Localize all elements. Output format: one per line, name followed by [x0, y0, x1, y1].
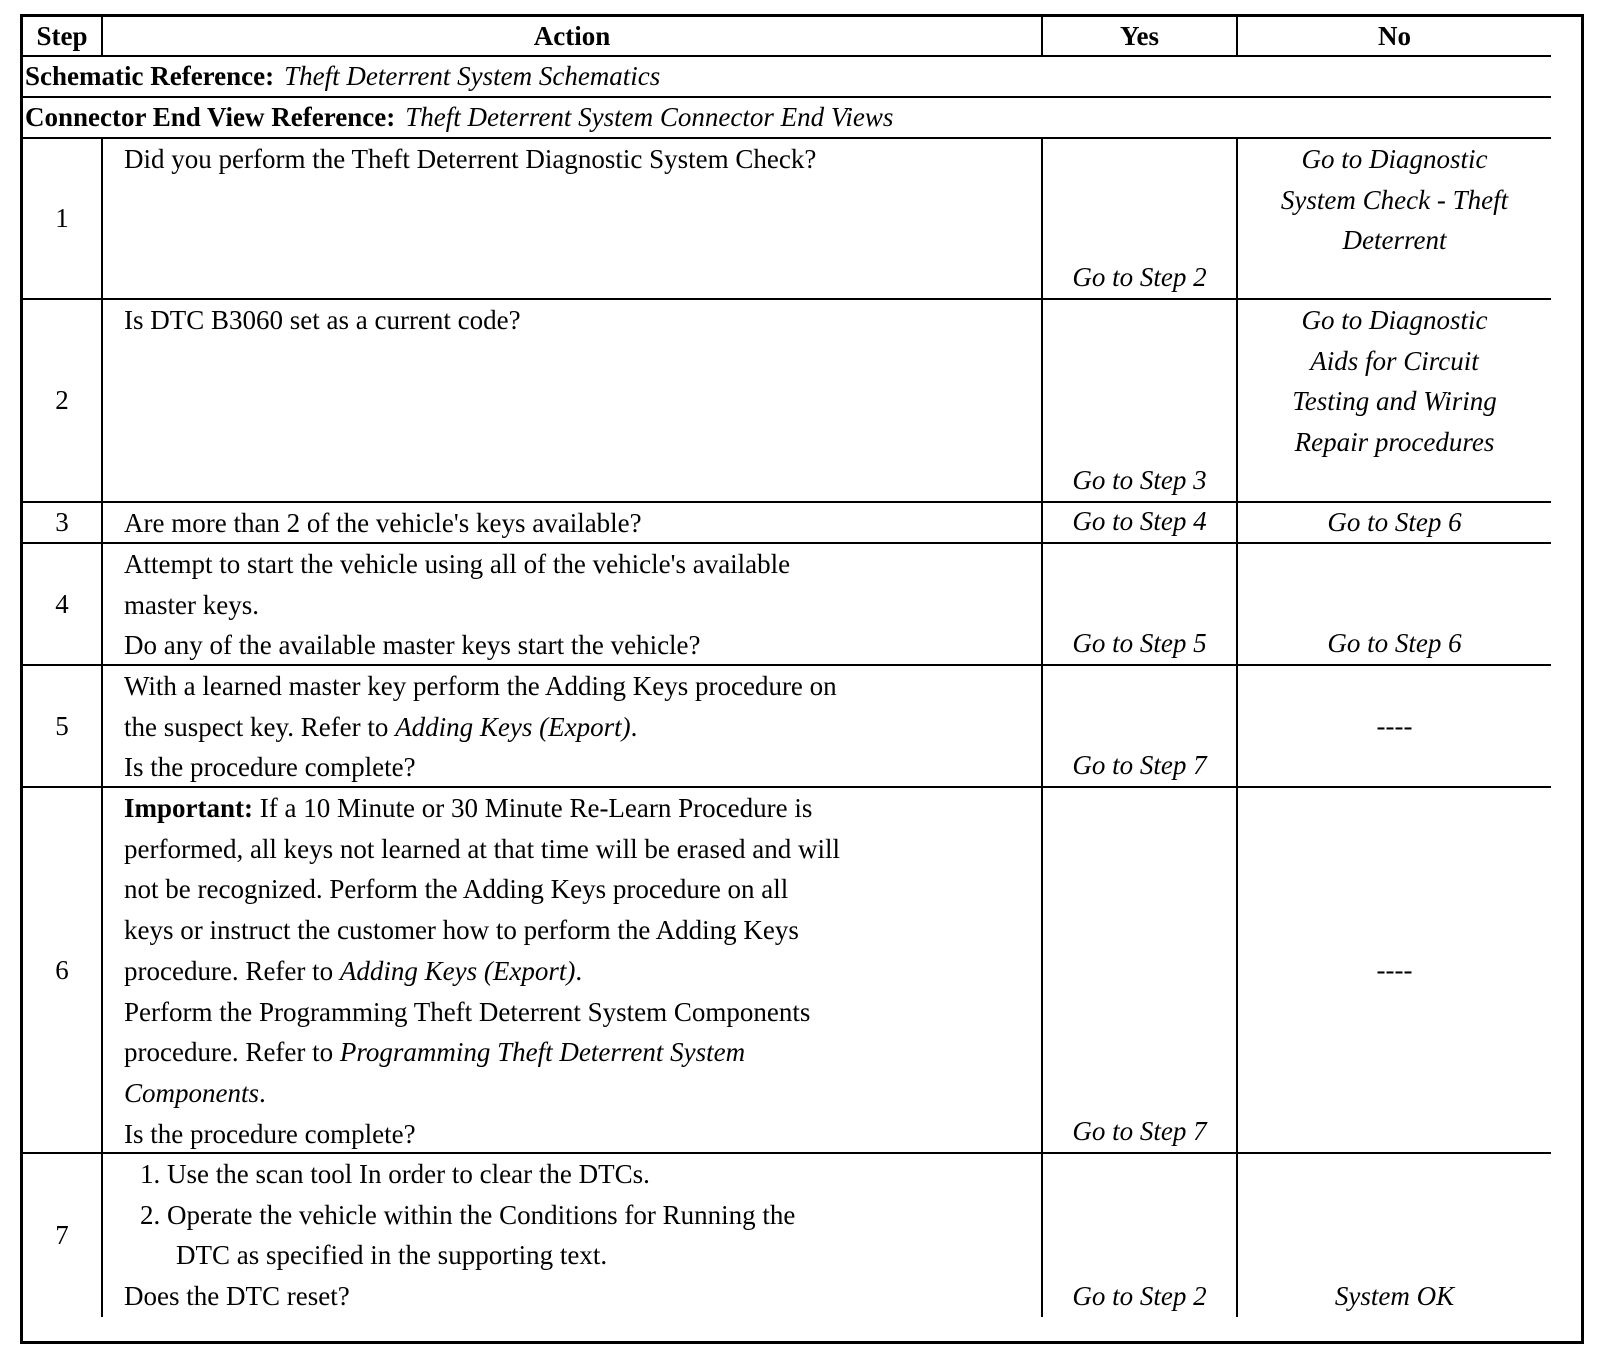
no-link-line: Aids for Circuit [1310, 345, 1479, 376]
action-text: performed, all keys not learned at that time will be erased and will [124, 833, 841, 864]
connector-reference-link[interactable]: Theft Deterrent System Connector End Views [405, 102, 894, 133]
important-label: Important: [124, 793, 253, 823]
no-link-line: Deterrent [1342, 225, 1447, 256]
programming-components-link-cont[interactable]: Components [124, 1077, 259, 1108]
schematic-reference-row [23, 57, 1551, 98]
no-link-line: Testing and Wiring [1292, 386, 1497, 417]
no-empty: ---- [1238, 666, 1551, 788]
action-text: Perform the Programming Theft Deterrent System Components [124, 996, 811, 1027]
yes-link[interactable]: Go to Step 2 [1043, 139, 1238, 300]
yes-link[interactable]: Go to Step 4 [1043, 503, 1238, 544]
list-item: 1. Use the scan tool In order to clear the DTCs. [140, 1159, 650, 1189]
header-action: Action [103, 17, 1043, 57]
no-result: System OK [1334, 1281, 1455, 1312]
no-link-line: Repair procedures [1294, 427, 1495, 458]
action-text-fragment: If a 10 Minute or 30 Minute Re-Learn Procedure is [253, 793, 813, 823]
action-text: Are more than 2 of the vehicle's keys available? [124, 508, 642, 538]
yes-link[interactable]: Go to Step 5 [1043, 544, 1238, 666]
action-text: keys or instruct the customer how to perform the Adding Keys [124, 915, 799, 946]
header-no: No [1238, 17, 1551, 57]
connector-reference-label: Connector End View Reference: [25, 102, 396, 133]
action-text-fragment: the suspect key. Refer to [124, 711, 396, 742]
step-action [103, 788, 1043, 1154]
step-number: 2 [23, 300, 103, 503]
no-link-line: Go to Diagnostic [1301, 144, 1488, 174]
action-text: Did you perform the Theft Deterrent Diagnostic System Check? [124, 144, 817, 174]
step-number: 6 [23, 788, 103, 1154]
step-action [103, 503, 1043, 544]
programming-components-link[interactable]: Programming Theft Deterrent System [339, 1037, 746, 1068]
action-text-fragment: . [630, 711, 638, 742]
step-number: 1 [23, 139, 103, 300]
action-text [124, 1032, 1041, 1073]
yes-link[interactable]: Go to Step 2 [1043, 1154, 1238, 1317]
diagnostic-table [20, 14, 1584, 1344]
action-text [124, 788, 1041, 829]
schematic-reference-label: Schematic Reference: [25, 61, 275, 92]
action-text: master keys. [124, 589, 259, 620]
action-text: Attempt to start the vehicle using all of the vehicle's available [124, 549, 791, 579]
no-link-line: System Check - Theft [1280, 184, 1509, 215]
step-action [103, 666, 1043, 788]
step-number: 3 [23, 503, 103, 544]
action-text [124, 951, 1041, 992]
list-item: 2. Operate the vehicle within the Conditions for Running the [140, 1199, 796, 1230]
yes-link[interactable]: Go to Step 7 [1043, 666, 1238, 788]
yes-link[interactable]: Go to Step 7 [1043, 788, 1238, 1154]
action-text: Is DTC B3060 set as a current code? [124, 305, 521, 335]
step-number: 4 [23, 544, 103, 666]
schematic-reference-link[interactable]: Theft Deterrent System Schematics [284, 61, 661, 92]
action-text: With a learned master key perform the Adding Keys procedure on [124, 671, 837, 701]
action-question: Is the procedure complete? [124, 752, 416, 783]
step-action [103, 300, 1043, 503]
list-item-continued: DTC as specified in the supporting text. [176, 1240, 608, 1271]
step-number: 5 [23, 666, 103, 788]
adding-keys-link[interactable]: Adding Keys (Export) [395, 711, 631, 742]
action-text-fragment: procedure. Refer to [124, 1037, 340, 1068]
action-text [124, 1073, 1041, 1114]
step-action [103, 139, 1043, 300]
no-link[interactable]: Go to Step 6 [1238, 503, 1551, 544]
action-text-fragment: . [575, 955, 583, 986]
action-text [124, 707, 1041, 748]
step-action [103, 544, 1043, 666]
adding-keys-link[interactable]: Adding Keys (Export) [339, 955, 576, 986]
header-step: Step [23, 17, 103, 57]
action-text-fragment: procedure. Refer to [124, 955, 340, 986]
step-number: 7 [23, 1154, 103, 1317]
action-question: Do any of the available master keys start the vehicle? [124, 630, 701, 661]
no-link[interactable] [1238, 300, 1551, 503]
action-text: not be recognized. Perform the Adding Keys procedure on all [124, 874, 789, 905]
connector-reference-row [23, 98, 1551, 139]
no-link[interactable]: Go to Step 6 [1238, 544, 1551, 666]
action-text-fragment: . [259, 1077, 266, 1108]
step-action [103, 1154, 1043, 1317]
action-list [124, 1154, 1041, 1276]
action-question: Does the DTC reset? [124, 1281, 350, 1312]
action-question: Is the procedure complete? [124, 1118, 416, 1149]
no-link[interactable] [1238, 139, 1551, 300]
no-link-line: Go to Diagnostic [1301, 305, 1488, 335]
header-yes: Yes [1043, 17, 1238, 57]
yes-link[interactable]: Go to Step 3 [1043, 300, 1238, 503]
no-empty: ---- [1238, 788, 1551, 1154]
